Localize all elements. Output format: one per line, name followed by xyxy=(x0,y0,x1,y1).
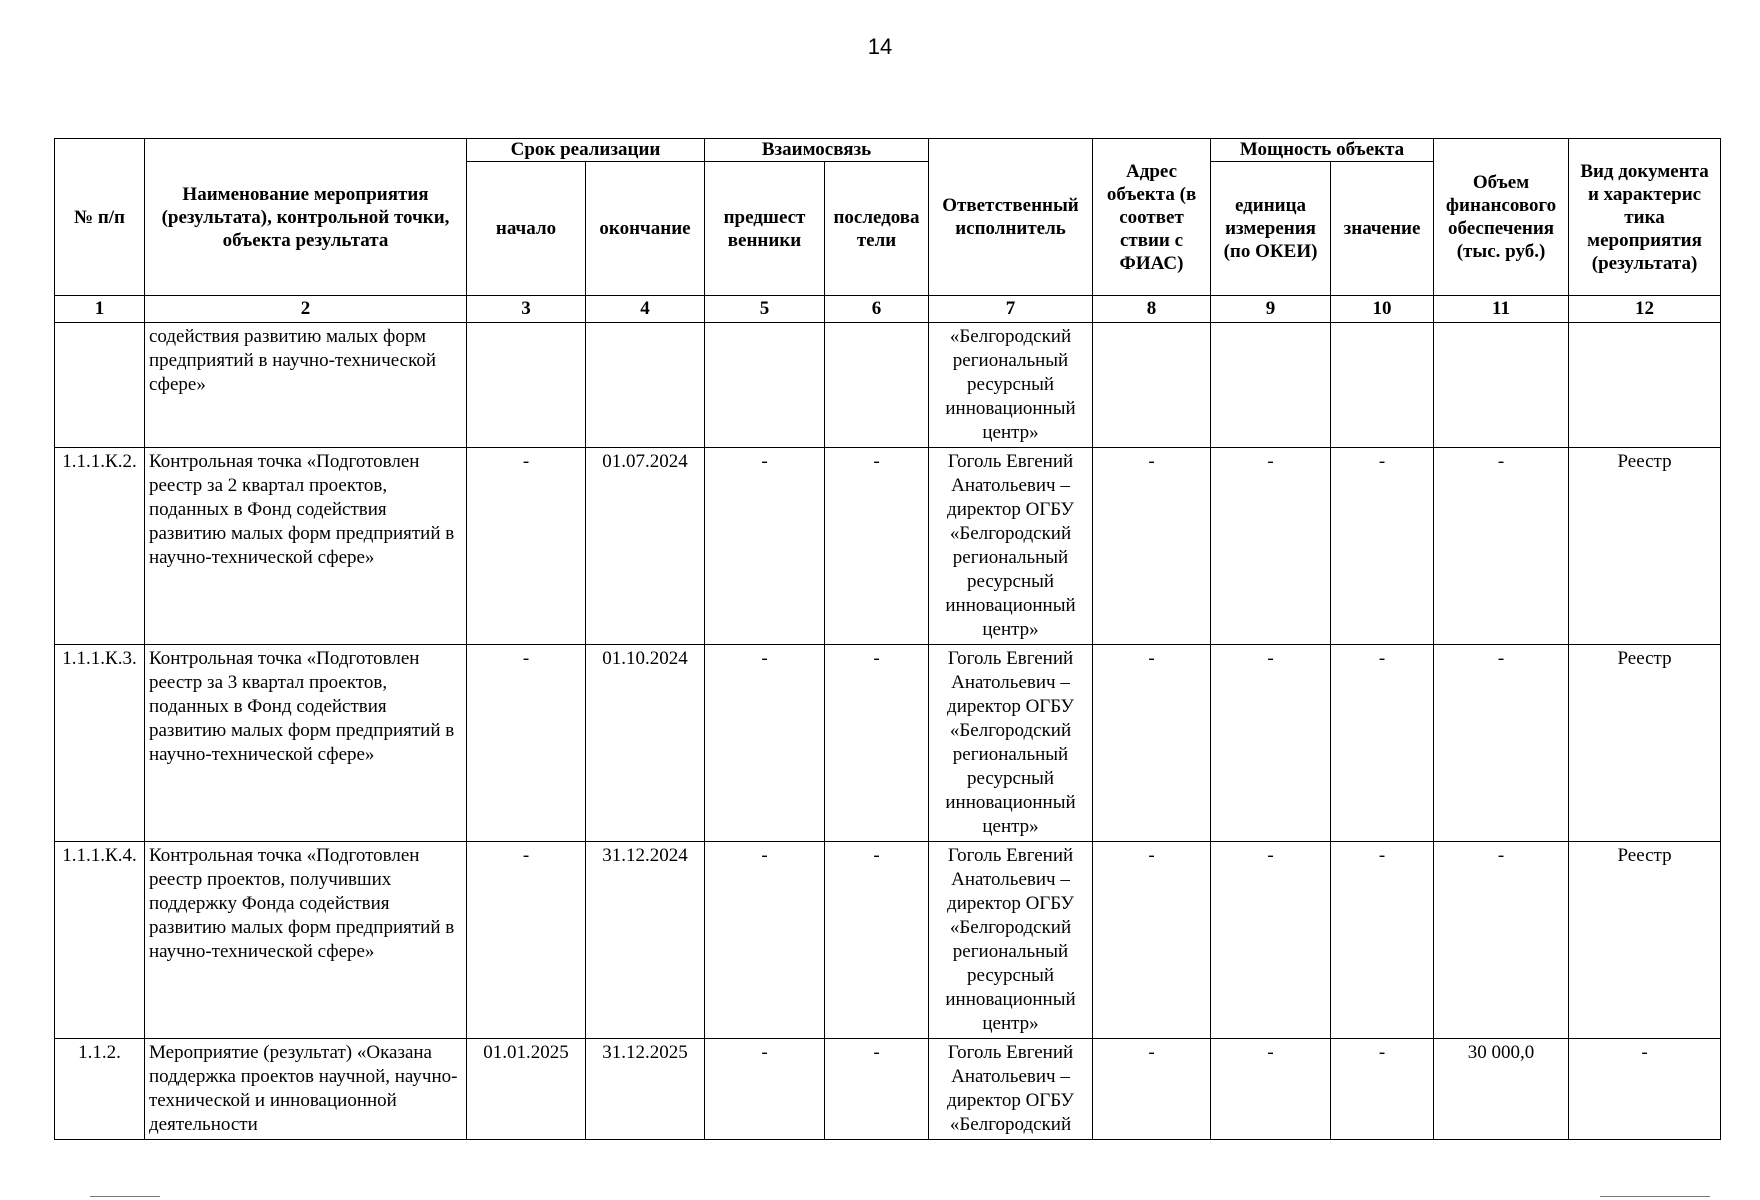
header-value: значение xyxy=(1331,162,1434,296)
header-start: начало xyxy=(467,162,586,296)
header-doc-type: Вид документа и характерис тика мероприятия (результата) xyxy=(1569,139,1721,296)
activity-table xyxy=(54,138,1721,1140)
cell-name: Контрольная точка «Подготовлен реестр за 2 квартал проектов, поданных в Фонд содействия развитию малых форм предприятий в научно-технической сфере» xyxy=(145,448,467,645)
table-row xyxy=(55,842,1721,1039)
cell-end: 01.07.2024 xyxy=(586,448,705,645)
cell-responsible: Гоголь Евгений Анатольевич – директор ОГБУ «Белгородский xyxy=(929,1039,1093,1140)
table-row xyxy=(55,1039,1721,1140)
header-successors: последова тели xyxy=(825,162,929,296)
cell-successors: - xyxy=(825,645,929,842)
cell-unit: - xyxy=(1211,645,1331,842)
cell-doc-type: Реестр xyxy=(1569,842,1721,1039)
cell-address: - xyxy=(1093,448,1211,645)
cell-name: содействия развитию малых форм предприятий в научно-технической сфере» xyxy=(145,323,467,448)
cell-funding: - xyxy=(1434,448,1569,645)
header-responsible: Ответственный исполнитель xyxy=(929,139,1093,296)
column-number: 11 xyxy=(1434,296,1569,323)
cell-predecessors: - xyxy=(705,842,825,1039)
cell-doc-type xyxy=(1569,323,1721,448)
column-number: 9 xyxy=(1211,296,1331,323)
cell-end: 31.12.2025 xyxy=(586,1039,705,1140)
cell-start: - xyxy=(467,842,586,1039)
cell-number: 1.1.2. xyxy=(55,1039,145,1140)
cell-unit: - xyxy=(1211,842,1331,1039)
header-name: Наименование мероприятия (результата), контрольной точки, объекта результата xyxy=(145,139,467,296)
cell-doc-type: - xyxy=(1569,1039,1721,1140)
header-number: № п/п xyxy=(55,139,145,296)
column-number-row xyxy=(55,296,1721,323)
cell-predecessors: - xyxy=(705,448,825,645)
cell-name: Мероприятие (результат) «Оказана поддержка проектов научной, научно-технической и инновационной деятельности xyxy=(145,1039,467,1140)
table-row xyxy=(55,645,1721,842)
header-address: Адрес объекта (в соответ ствии с ФИАС) xyxy=(1093,139,1211,296)
cell-predecessors: - xyxy=(705,1039,825,1140)
cell-value: - xyxy=(1331,448,1434,645)
cell-value: - xyxy=(1331,842,1434,1039)
cell-end xyxy=(586,323,705,448)
cell-number: 1.1.1.К.4. xyxy=(55,842,145,1039)
cell-predecessors xyxy=(705,323,825,448)
cell-funding: - xyxy=(1434,842,1569,1039)
cell-name: Контрольная точка «Подготовлен реестр за 3 квартал проектов, поданных в Фонд содействия развитию малых форм предприятий в научно-технической сфере» xyxy=(145,645,467,842)
table-row xyxy=(55,323,1721,448)
cell-number: 1.1.1.К.3. xyxy=(55,645,145,842)
cell-value xyxy=(1331,323,1434,448)
cell-successors: - xyxy=(825,842,929,1039)
cell-successors: - xyxy=(825,448,929,645)
cell-value: - xyxy=(1331,1039,1434,1140)
column-number: 1 xyxy=(55,296,145,323)
cell-end: 01.10.2024 xyxy=(586,645,705,842)
cell-start xyxy=(467,323,586,448)
cell-responsible: Гоголь Евгений Анатольевич – директор ОГБУ «Белгородский региональный ресурсный инновационный центр» xyxy=(929,842,1093,1039)
scan-artifact-line xyxy=(1600,1196,1710,1197)
cell-funding: - xyxy=(1434,645,1569,842)
column-number: 2 xyxy=(145,296,467,323)
cell-number: 1.1.1.К.2. xyxy=(55,448,145,645)
table-row xyxy=(55,448,1721,645)
cell-address: - xyxy=(1093,645,1211,842)
column-number: 12 xyxy=(1569,296,1721,323)
cell-successors xyxy=(825,323,929,448)
cell-address: - xyxy=(1093,842,1211,1039)
cell-name: Контрольная точка «Подготовлен реестр проектов, получивших поддержку Фонда содействия развитию малых форм предприятий в научно-технической сфере» xyxy=(145,842,467,1039)
column-number: 3 xyxy=(467,296,586,323)
cell-address: - xyxy=(1093,1039,1211,1140)
cell-unit: - xyxy=(1211,448,1331,645)
cell-end: 31.12.2024 xyxy=(586,842,705,1039)
cell-start: - xyxy=(467,448,586,645)
cell-unit: - xyxy=(1211,1039,1331,1140)
cell-funding xyxy=(1434,323,1569,448)
column-number: 5 xyxy=(705,296,825,323)
header-group-capacity: Мощность объекта xyxy=(1211,139,1434,162)
header-end: окончание xyxy=(586,162,705,296)
cell-successors: - xyxy=(825,1039,929,1140)
header-predecessors: предшест венники xyxy=(705,162,825,296)
cell-number xyxy=(55,323,145,448)
cell-address xyxy=(1093,323,1211,448)
cell-start: - xyxy=(467,645,586,842)
cell-unit xyxy=(1211,323,1331,448)
header-group-term: Срок реализации xyxy=(467,139,705,162)
cell-funding: 30 000,0 xyxy=(1434,1039,1569,1140)
scan-artifact-line xyxy=(90,1196,160,1197)
column-number: 10 xyxy=(1331,296,1434,323)
cell-responsible: Гоголь Евгений Анатольевич – директор ОГБУ «Белгородский региональный ресурсный инновационный центр» xyxy=(929,645,1093,842)
cell-predecessors: - xyxy=(705,645,825,842)
cell-responsible: Гоголь Евгений Анатольевич – директор ОГБУ «Белгородский региональный ресурсный инновационный центр» xyxy=(929,448,1093,645)
column-number: 4 xyxy=(586,296,705,323)
page-number: 14 xyxy=(867,34,893,59)
column-number: 7 xyxy=(929,296,1093,323)
cell-start: 01.01.2025 xyxy=(467,1039,586,1140)
column-number: 6 xyxy=(825,296,929,323)
cell-doc-type: Реестр xyxy=(1569,448,1721,645)
cell-responsible: «Белгородский региональный ресурсный инновационный центр» xyxy=(929,323,1093,448)
column-number: 8 xyxy=(1093,296,1211,323)
cell-doc-type: Реестр xyxy=(1569,645,1721,842)
header-funding: Объем финансового обеспечения (тыс. руб.) xyxy=(1434,139,1569,296)
header-unit: единица измерения (по ОКЕИ) xyxy=(1211,162,1331,296)
cell-value: - xyxy=(1331,645,1434,842)
header-group-link: Взаимосвязь xyxy=(705,139,929,162)
